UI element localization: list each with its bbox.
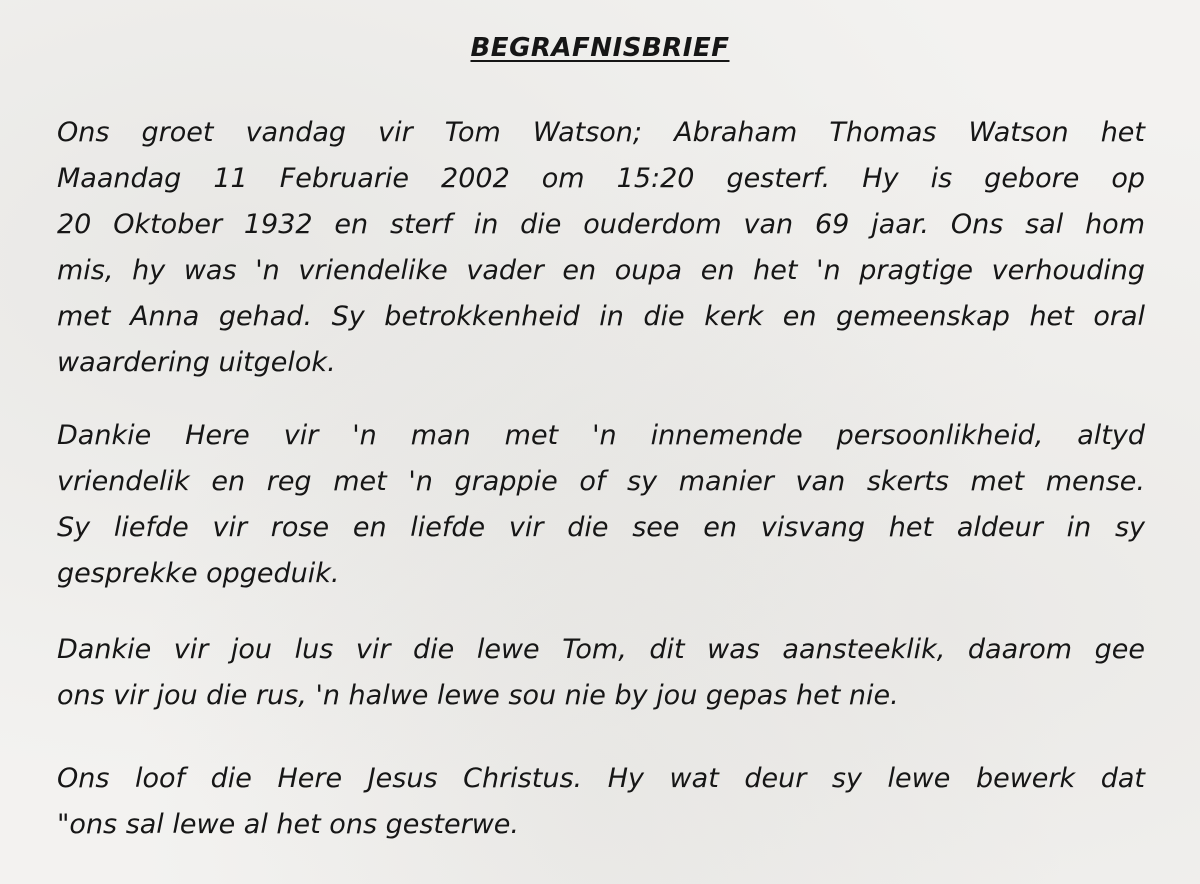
paragraph-line: vriendelik en reg met 'n grappie of sy manier van skerts met mense. xyxy=(57,466,1145,497)
paragraph-line: Maandag 11 Februarie 2002 om 15:20 gesterf. Hy is gebore op xyxy=(57,163,1145,194)
paragraph-4 xyxy=(57,756,1145,848)
paragraph-3 xyxy=(57,627,1145,719)
paragraph-line: Ons loof die Here Jesus Christus. Hy wat deur sy lewe bewerk dat xyxy=(57,763,1145,794)
paragraph-line: gesprekke opgeduik. xyxy=(57,558,340,589)
paragraph-2 xyxy=(57,413,1145,597)
paragraph-1 xyxy=(57,110,1145,386)
paragraph-line: ons vir jou die rus, 'n halwe lewe sou nie by jou gepas het nie. xyxy=(57,680,899,711)
paragraph-line: Sy liefde vir rose en liefde vir die see en visvang het aldeur in sy xyxy=(57,512,1145,543)
paragraph-line: "ons sal lewe al het ons gesterwe. xyxy=(57,809,519,840)
paragraph-line: met Anna gehad. Sy betrokkenheid in die kerk en gemeenskap het oral xyxy=(57,301,1145,332)
paragraph-line: Dankie Here vir 'n man met 'n innemende persoonlikheid, altyd xyxy=(57,420,1145,451)
paragraph-line: mis, hy was 'n vriendelike vader en oupa en het 'n pragtige verhouding xyxy=(57,255,1145,286)
paragraph-line: waardering uitgelok. xyxy=(57,347,336,378)
paragraph-line: Dankie vir jou lus vir die lewe Tom, dit was aansteeklik, daarom gee xyxy=(57,634,1145,665)
document-title: BEGRAFNISBRIEF xyxy=(470,33,730,63)
paragraph-line: Ons groet vandag vir Tom Watson; Abraham Thomas Watson het xyxy=(57,117,1145,148)
paragraph-line: 20 Oktober 1932 en sterf in die ouderdom van 69 jaar. Ons sal hom xyxy=(57,209,1145,240)
